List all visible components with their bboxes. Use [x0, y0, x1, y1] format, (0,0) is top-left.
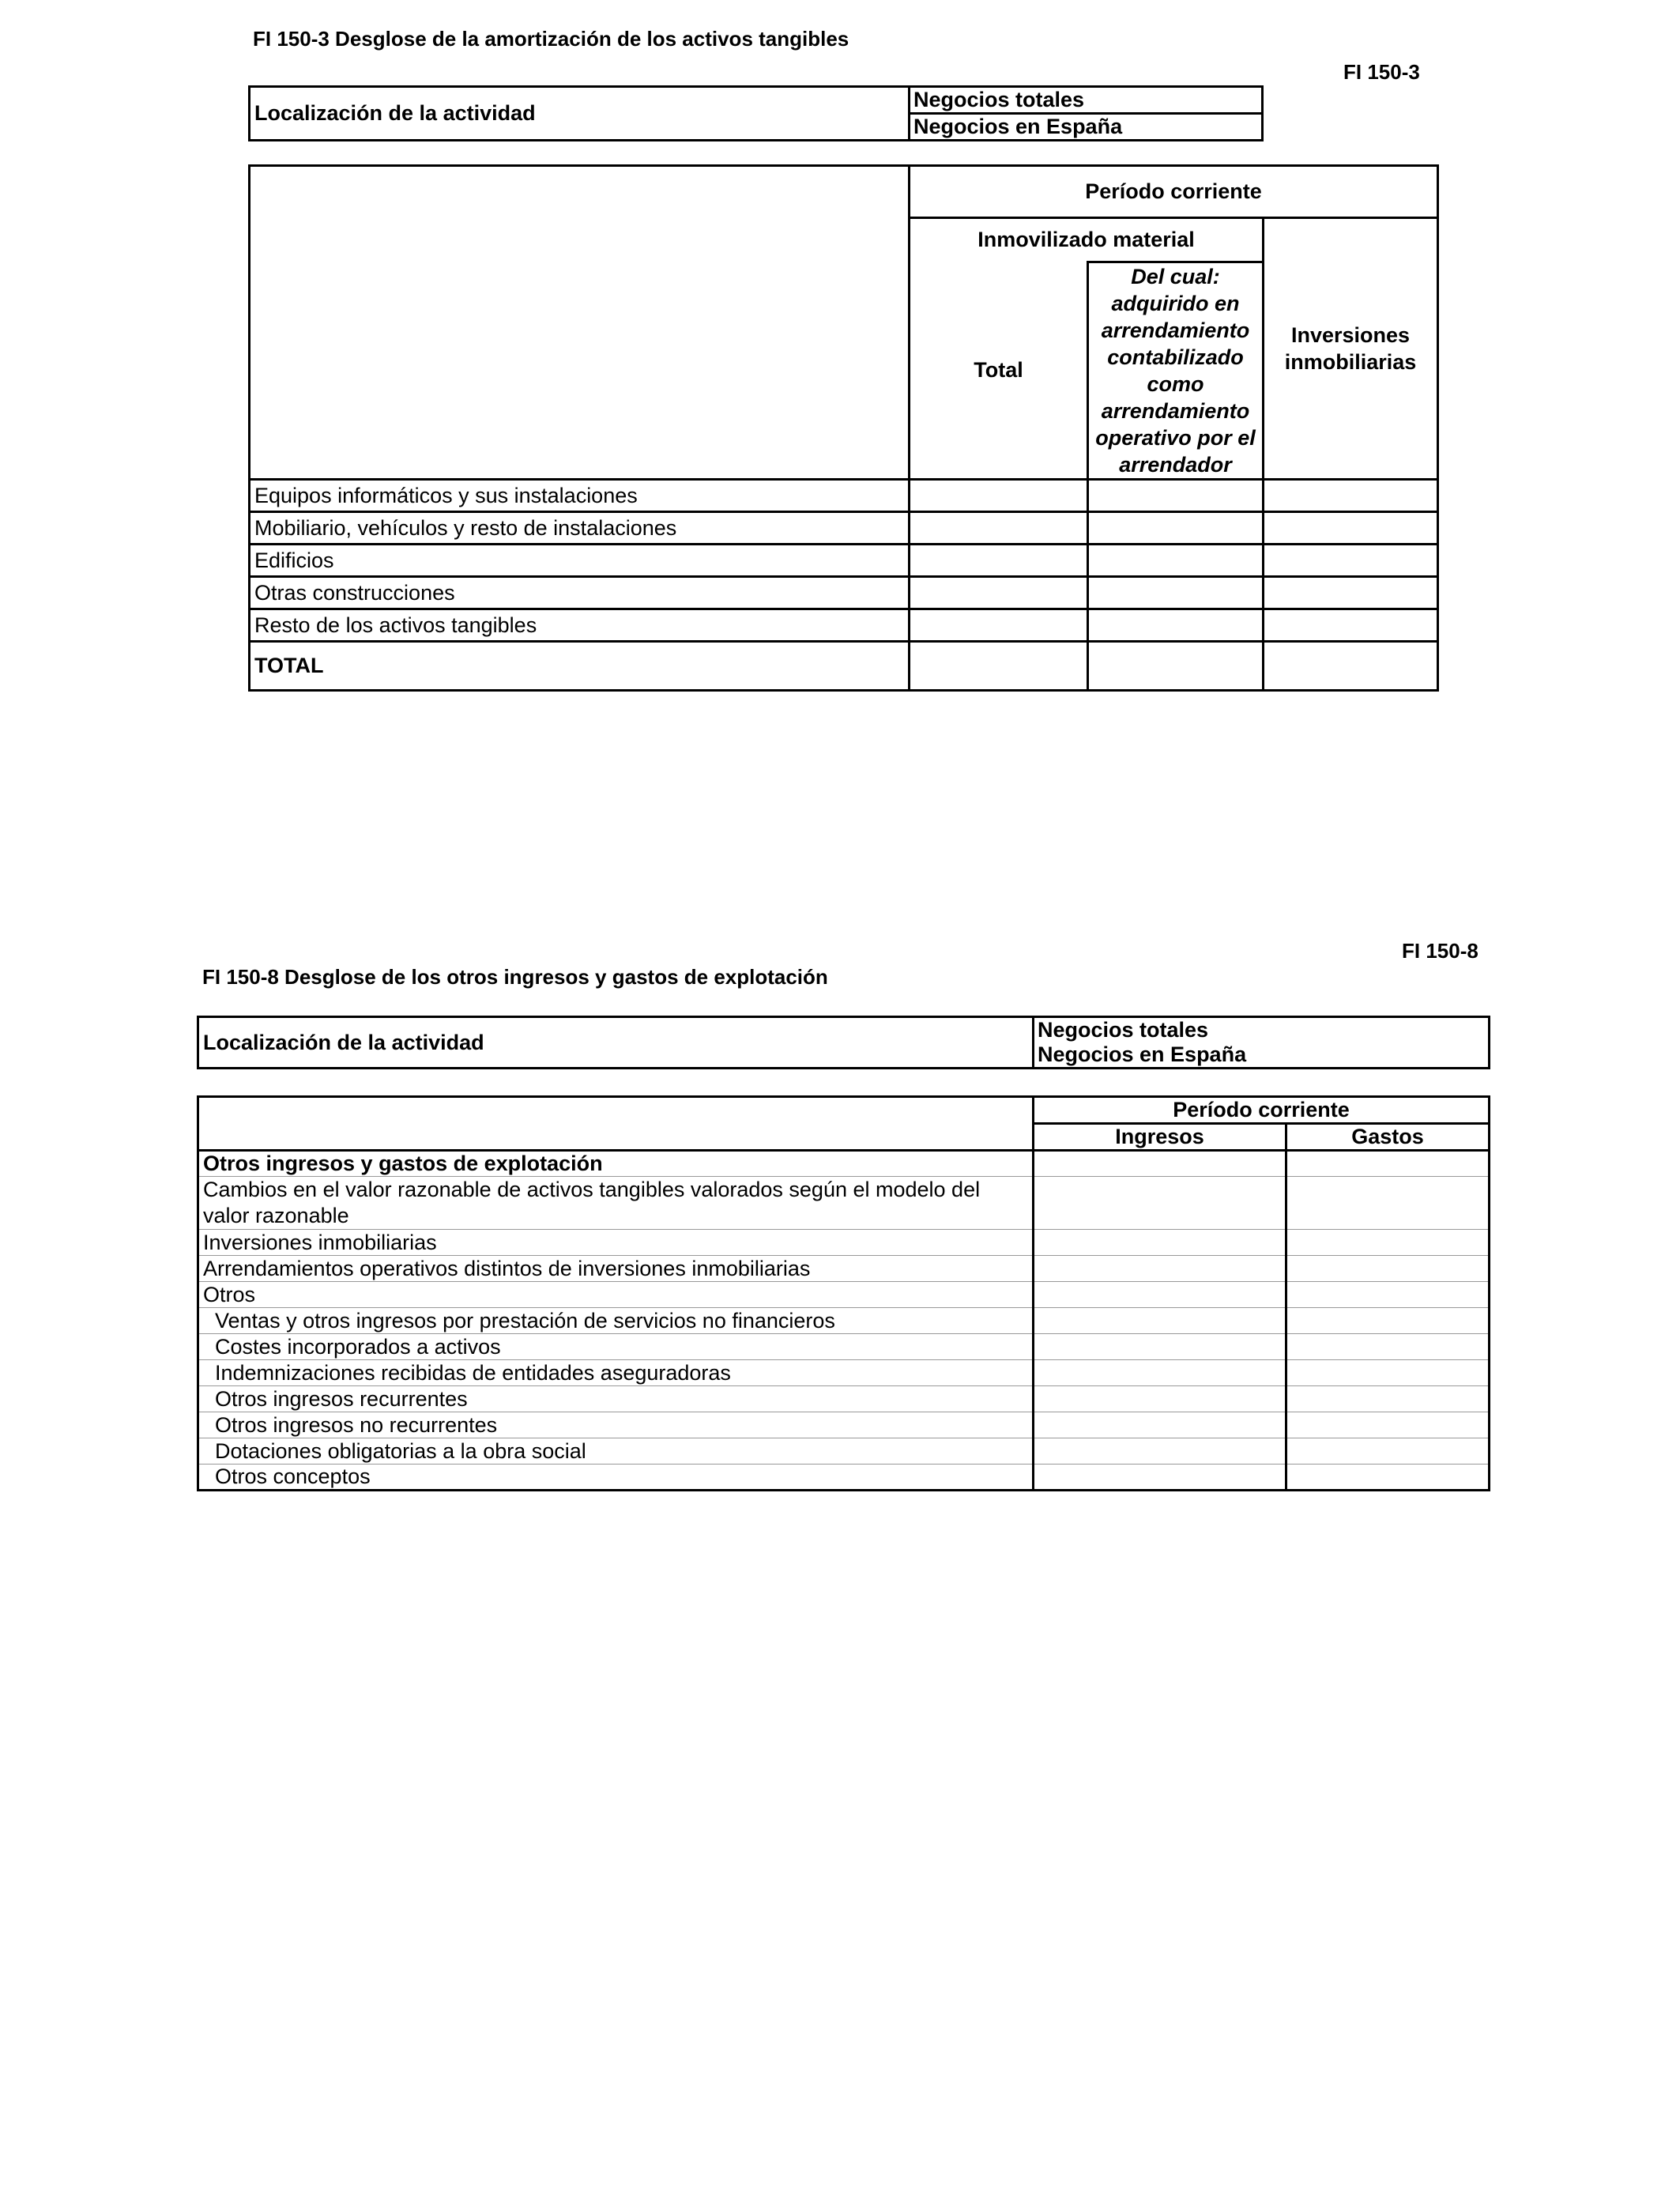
form2-input-cell[interactable]: [1286, 1360, 1490, 1386]
form1-input-cell[interactable]: [1088, 545, 1264, 577]
form1-corner-cell: [250, 166, 910, 480]
form2-input-cell[interactable]: [1034, 1230, 1286, 1256]
form2-input-cell[interactable]: [1034, 1360, 1286, 1386]
form1-main-table: [248, 164, 1439, 692]
form2-input-cell[interactable]: [1286, 1308, 1490, 1334]
form2-input-cell[interactable]: [1286, 1386, 1490, 1412]
form1-title: FI 150-3 Desglose de la amortización de los activos tangibles: [253, 27, 849, 51]
form2-section-header: Otros ingresos y gastos de explotación: [198, 1151, 1034, 1177]
form1-input-cell[interactable]: [910, 609, 1088, 642]
form1-inversiones-header: Inversiones inmobiliarias: [1264, 218, 1438, 480]
form2-input-cell[interactable]: [1034, 1282, 1286, 1308]
form1-del-cual-header: Del cual: adquirido en arrendamiento contabilizado como arrendamiento operativo por el arrendador: [1088, 262, 1264, 480]
form1-input-cell[interactable]: [1264, 609, 1438, 642]
form1-input-cell[interactable]: [1088, 512, 1264, 545]
form1-row-label: Mobiliario, vehículos y resto de instalaciones: [250, 512, 910, 545]
form1-input-cell[interactable]: [910, 480, 1088, 512]
form2-location-label: Localización de la actividad: [198, 1017, 1034, 1069]
form2-main-table: [197, 1095, 1490, 1491]
form2-input-cell[interactable]: [1034, 1334, 1286, 1360]
form2-input-cell[interactable]: [1286, 1438, 1490, 1465]
form1-total-row-label: TOTAL: [250, 642, 910, 691]
form1-location-option[interactable]: Negocios en España: [913, 115, 1123, 138]
form1-input-cell[interactable]: [1088, 577, 1264, 609]
form2-input-cell[interactable]: [1286, 1151, 1490, 1177]
form1-input-cell[interactable]: [910, 545, 1088, 577]
form1-code: FI 150-3: [1343, 60, 1420, 84]
form1-input-cell[interactable]: [1264, 577, 1438, 609]
form1-input-cell[interactable]: [910, 577, 1088, 609]
form1-location-option[interactable]: Negocios totales: [910, 87, 1263, 114]
form1-row-label: Edificios: [250, 545, 910, 577]
form2-row-label: Cambios en el valor razonable de activos tangibles valorados según el modelo del valor razonable: [198, 1177, 1034, 1230]
form2-row-label: Otros: [198, 1282, 1034, 1308]
form2-input-cell[interactable]: [1286, 1465, 1490, 1491]
form2-row-label: Ventas y otros ingresos por prestación de servicios no financieros: [198, 1308, 1034, 1334]
form1-input-cell[interactable]: [910, 512, 1088, 545]
form2-row-label: Inversiones inmobiliarias: [198, 1230, 1034, 1256]
form2-input-cell[interactable]: [1034, 1438, 1286, 1465]
form2-row-label: Dotaciones obligatorias a la obra social: [198, 1438, 1034, 1465]
form2-corner-cell: [198, 1097, 1034, 1151]
form2-location-option[interactable]: Negocios totales: [1038, 1018, 1209, 1042]
form2-row-label: Otros conceptos: [198, 1465, 1034, 1491]
form1-input-cell[interactable]: [1088, 609, 1264, 642]
form2-input-cell[interactable]: [1286, 1334, 1490, 1360]
form2-period-header: Período corriente: [1034, 1097, 1490, 1124]
form1-total-cell[interactable]: [910, 642, 1088, 691]
form2-row-label: Indemnizaciones recibidas de entidades aseguradoras: [198, 1360, 1034, 1386]
form2-row-label: Costes incorporados a activos: [198, 1334, 1034, 1360]
form1-row-label: Resto de los activos tangibles: [250, 609, 910, 642]
form1-inmovilizado-header: Inmovilizado material: [910, 218, 1264, 262]
form1-period-header: Período corriente: [910, 166, 1438, 218]
form1-location-label: Localización de la actividad: [250, 87, 910, 141]
form1-input-cell[interactable]: [1088, 480, 1264, 512]
form1-total-cell[interactable]: [1264, 642, 1438, 691]
form2-input-cell[interactable]: [1286, 1282, 1490, 1308]
form2-ingresos-header: Ingresos: [1034, 1124, 1286, 1151]
form2-input-cell[interactable]: [1286, 1177, 1490, 1230]
form2-input-cell[interactable]: [1286, 1412, 1490, 1438]
form2-gastos-header: Gastos: [1286, 1124, 1490, 1151]
form2-input-cell[interactable]: [1034, 1386, 1286, 1412]
form2-input-cell[interactable]: [1034, 1465, 1286, 1491]
form2-input-cell[interactable]: [1034, 1256, 1286, 1282]
form1-total-cell[interactable]: [1088, 642, 1264, 691]
form2-location-table: [197, 1016, 1490, 1069]
form2-input-cell[interactable]: [1034, 1308, 1286, 1334]
form1-input-cell[interactable]: [1264, 480, 1438, 512]
form2-row-label: Otros ingresos recurrentes: [198, 1386, 1034, 1412]
form2-input-cell[interactable]: [1034, 1412, 1286, 1438]
form1-row-label: Equipos informáticos y sus instalaciones: [250, 480, 910, 512]
form2-row-label: Arrendamientos operativos distintos de inversiones inmobiliarias: [198, 1256, 1034, 1282]
form1-input-cell[interactable]: [1264, 545, 1438, 577]
form2-input-cell[interactable]: [1034, 1177, 1286, 1230]
form2-row-label: Otros ingresos no recurrentes: [198, 1412, 1034, 1438]
form1-total-header: Total: [910, 262, 1088, 480]
form2-location-option[interactable]: Negocios en España: [1038, 1042, 1247, 1066]
form1-input-cell[interactable]: [1264, 512, 1438, 545]
form2-input-cell[interactable]: [1286, 1256, 1490, 1282]
form1-location-table: [248, 85, 1264, 141]
form1-row-label: Otras construcciones: [250, 577, 910, 609]
form2-title: FI 150-8 Desglose de los otros ingresos y gastos de explotación: [202, 965, 828, 989]
form2-input-cell[interactable]: [1286, 1230, 1490, 1256]
form2-input-cell[interactable]: [1034, 1151, 1286, 1177]
form2-code: FI 150-8: [1402, 939, 1478, 963]
